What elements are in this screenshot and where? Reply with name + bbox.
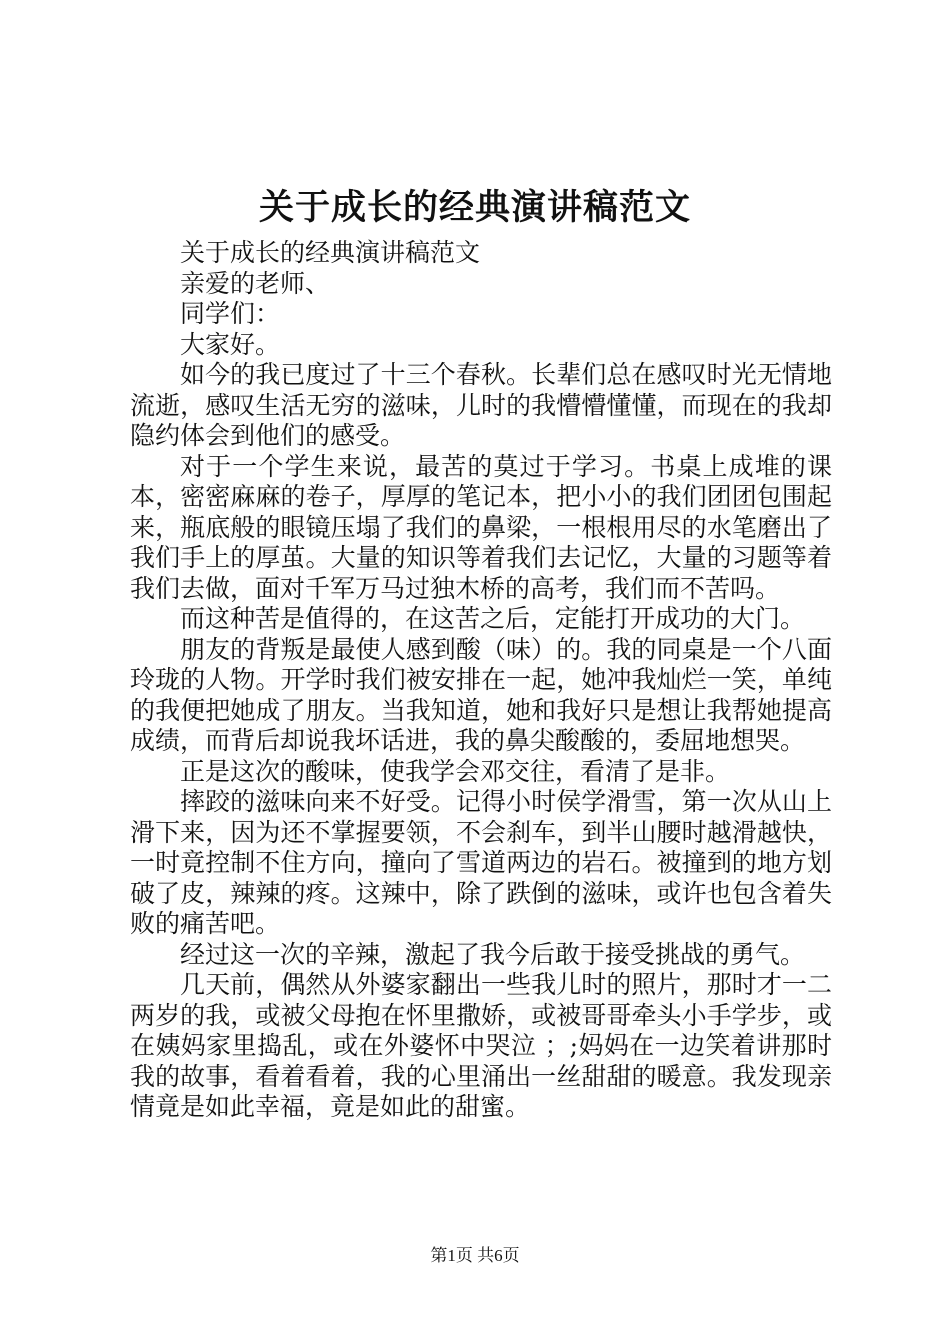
paragraph-spicy-lesson: 经过这一次的辛辣，激起了我今后敢于接受挑战的勇气。: [180, 939, 806, 969]
paragraph-sweet-family: 几天前，偶然从外婆家翻出一些我儿时的照片，那时才一二两岁的我，或被父母抱在怀里撒娇，或被哥哥牵头小手学步，或在姨妈家里捣乱，或在外婆怀中哭泣 ；;妈妈在一边笑着讲那时我的故事，看着看着，我的心里涌出一丝甜甜的暖意。我发现亲情竟是如此幸福，竟是如此的甜蜜。: [130, 970, 832, 1121]
paragraph-sour-lesson: 正是这次的酸味，使我学会邓交往，看清了是非。: [180, 756, 731, 786]
document-title: 关于成长的经典演讲稿范文: [258, 187, 691, 228]
paragraph-intro: 如今的我已度过了十三个春秋。长辈们总在感叹时光无情地流逝，感叹生活无穷的滋味，儿时的我懵懵懂懂，而现在的我却隐约体会到他们的感受。: [130, 360, 832, 450]
paragraph-subtitle: 关于成长的经典演讲稿范文: [180, 238, 481, 267]
document-body: [130, 238, 832, 1123]
paragraph-salutation-students: 同学们：: [180, 299, 281, 328]
paragraph-spicy-skiing: 摔跤的滋味向来不好受。记得小时侯学滑雪，第一次从山上滑下来，因为还不掌握要领，不会刹车，到半山腰时越滑越快，一时竟控制不住方向，撞向了雪道两边的岩石。被撞到的地方划破了皮，辣辣的疼。这辣中，除了跌倒的滋味，或许也包含着失败的痛苦吧。: [130, 787, 832, 938]
paragraph-salutation-teachers: 亲爱的老师、: [180, 268, 331, 298]
paragraph-bitter-study: 对于一个学生来说，最苦的莫过于学习。书桌上成堆的课本，密密麻麻的卷子，厚厚的笔记本，把小小的我们团团包围起来，瓶底般的眼镜压塌了我们的鼻梁，一根根用尽的水笔磨出了我们手上的厚茧。大量的知识等着我们去记忆，大量的习题等着我们去做，面对千军万马过独木桥的高考，我们而不苦吗。: [130, 451, 832, 603]
paragraph-bitter-worth: 而这种苦是值得的，在这苦之后，定能打开成功的大门。: [180, 604, 806, 633]
page-number-footer: 第1页 共6页: [430, 1246, 520, 1265]
paragraph-sour-friend: 朋友的背叛是最使人感到酸（味）的。我的同桌是一个八面玲珑的人物。开学时我们被安排在一起，她冲我灿烂一笑，单纯的我便把她成了朋友。当我知道，她和我好只是想让我帮她提高成绩，而背后却说我坏话进，我的鼻尖酸酸的，委屈地想哭。: [130, 634, 832, 755]
paragraph-greeting: 大家好。: [180, 329, 281, 359]
